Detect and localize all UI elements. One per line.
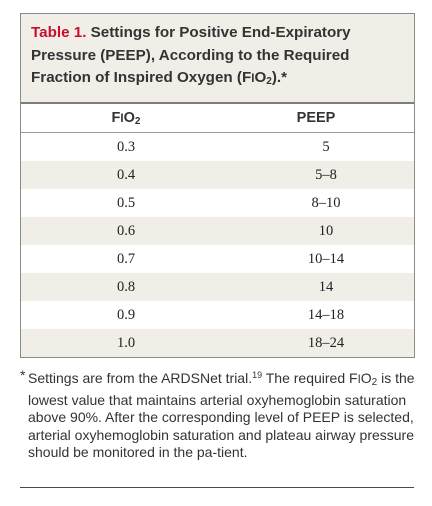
table-row [21,189,414,217]
footnote-fio2-i: I [357,374,361,386]
cell-fio2: 0.5 [116,195,136,211]
title-fio2-i: I [251,73,255,85]
table-label: Table 1. [31,24,87,41]
fio2-f: F [111,110,121,126]
footnote [28,367,418,462]
cell-peep: 5–8 [315,167,337,183]
title-end: ).* [271,69,288,86]
cell-fio2: 0.6 [116,223,136,239]
footnote-star: * [20,367,26,383]
table-1 [20,13,415,358]
cell-fio2: 0.3 [116,139,136,155]
column-header-peep: PEEP [296,110,336,126]
table-row [21,245,414,273]
footnote-subscript: 2 [371,377,378,388]
footnote-reference: 19 [252,370,263,380]
cell-peep: 10 [318,223,334,239]
fio2-sub: 2 [134,116,141,127]
footnote-fio2-o: O [360,370,372,386]
fio2-i: I [120,113,124,125]
cell-fio2: 0.9 [116,307,136,323]
cell-peep: 14 [318,279,334,295]
footnote-text-c: is the lowest value that maintains arterial oxyhemoglobin saturation above 90%. After the corresponding level of PEEP is selected, arterial oxyhemoglobin saturation and plateau airway pressure should be monitored in the pa-tient. [28,370,415,460]
column-header-fio2 [76,107,176,129]
cell-fio2: 0.8 [116,279,136,295]
table-title [31,22,406,94]
cell-fio2: 0.7 [116,251,136,267]
title-fio2-o: O [254,69,267,86]
footnote-text-a: Settings are from the ARDSNet trial. [28,370,253,386]
bottom-rule [20,487,414,488]
cell-peep: 14–18 [307,307,345,323]
cell-fio2: 0.4 [116,167,136,183]
cell-peep: 18–24 [307,335,345,351]
table-row [21,273,414,301]
cell-peep: 5 [322,139,330,155]
title-subscript: 2 [266,76,272,87]
cell-peep: 8–10 [311,195,341,211]
table-row [21,329,414,357]
footnote-text-b: The required F [262,370,358,386]
table-row [21,133,414,161]
table-title-area [21,14,414,104]
cell-fio2: 1.0 [116,335,136,351]
table-title-text: Settings for Positive End-Expiratory Pressure (PEEP), According to the Required Fraction of Inspired Oxygen (F [31,24,351,86]
cell-peep: 10–14 [307,251,345,267]
fio2-o: O [123,110,135,126]
table-row [21,301,414,329]
table-row [21,161,414,189]
table-row [21,217,414,245]
